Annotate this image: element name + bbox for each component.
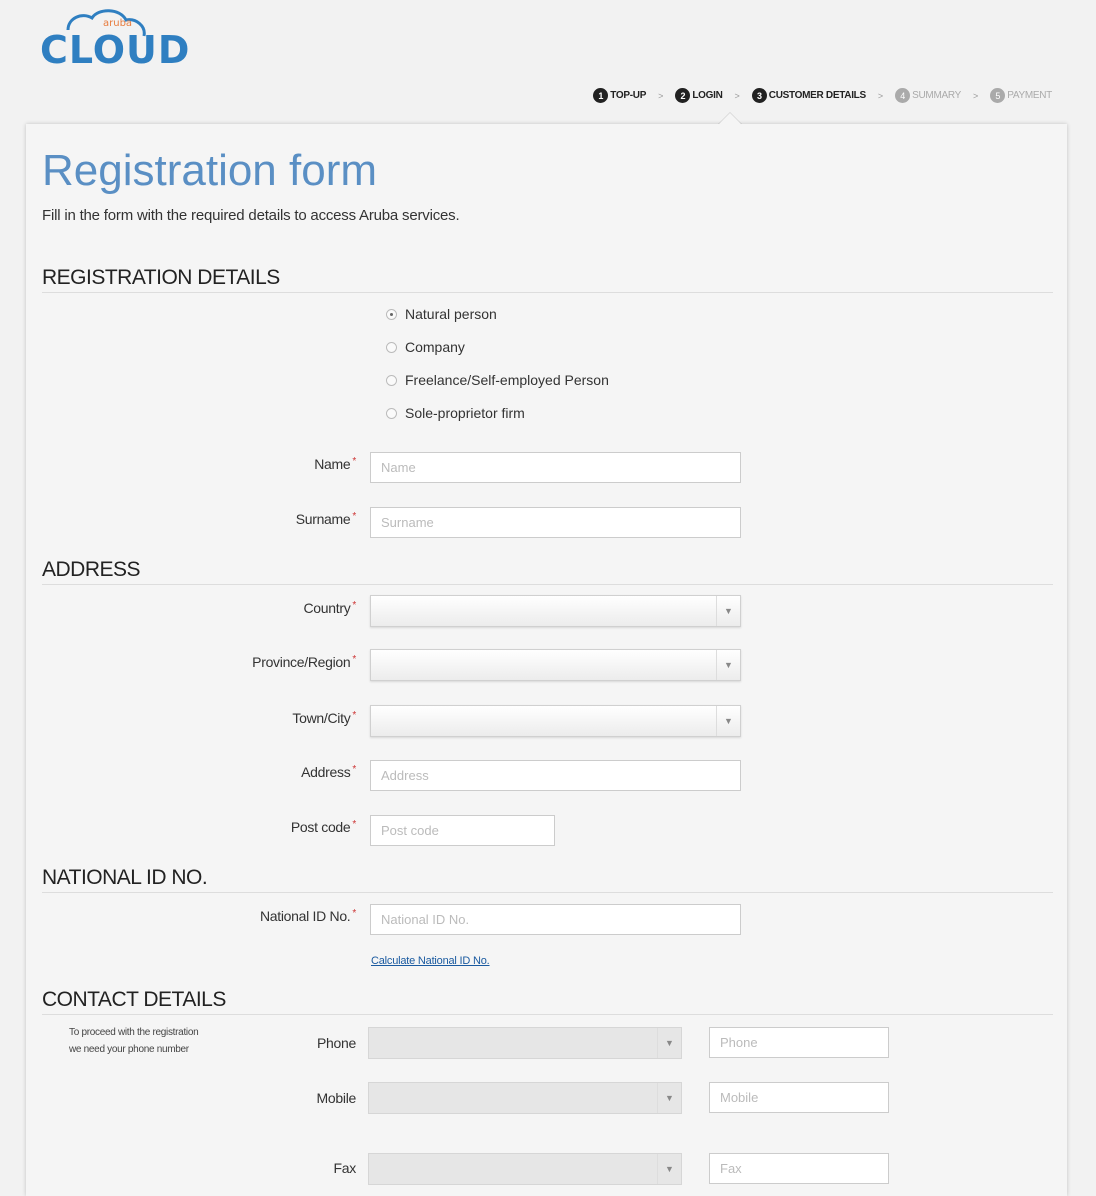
- postcode-label: [291, 819, 356, 835]
- radio-button[interactable]: [386, 408, 397, 419]
- logo-text: CLOUD: [40, 28, 191, 72]
- chevron-down-icon: ▼: [716, 706, 740, 736]
- chevron-down-icon: ▼: [657, 1154, 681, 1184]
- national-id-label: [260, 908, 356, 924]
- required-mark: *: [352, 764, 356, 775]
- page-subtitle: Fill in the form with the required details to access Aruba services.: [42, 207, 460, 224]
- mobile-prefix-select[interactable]: [368, 1082, 682, 1114]
- step-top-up[interactable]: [593, 88, 646, 103]
- postcode-input[interactable]: [370, 815, 555, 846]
- phone-input[interactable]: [709, 1027, 889, 1058]
- town-label: [292, 710, 356, 726]
- address-label: [301, 764, 356, 780]
- chevron-down-icon: ▼: [716, 596, 740, 626]
- fax-prefix-select[interactable]: [368, 1153, 682, 1185]
- radio-company[interactable]: [386, 339, 465, 355]
- step-label: CUSTOMER DETAILS: [768, 90, 866, 101]
- step-number: 4: [895, 88, 910, 103]
- step-label: TOP-UP: [610, 90, 647, 101]
- name-input[interactable]: [370, 452, 741, 483]
- step-customer-details: [752, 88, 866, 103]
- label-text: Surname: [295, 511, 351, 527]
- radio-label: Sole-proprietor firm: [405, 405, 525, 421]
- active-step-pointer: [718, 113, 742, 125]
- label-text: Name: [314, 456, 351, 472]
- chevron-right-icon: >: [658, 90, 664, 101]
- mobile-input[interactable]: [709, 1082, 889, 1113]
- required-mark: *: [352, 600, 356, 611]
- required-mark: *: [352, 456, 356, 467]
- step-label: SUMMARY: [912, 90, 961, 101]
- step-number: 2: [675, 88, 690, 103]
- radio-natural-person[interactable]: [386, 306, 497, 322]
- required-mark: *: [352, 710, 356, 721]
- required-mark: *: [352, 819, 356, 830]
- chevron-down-icon: ▼: [657, 1028, 681, 1058]
- label-text: Post code: [290, 819, 351, 835]
- radio-label: Natural person: [405, 306, 497, 322]
- step-number: 5: [990, 88, 1005, 103]
- phone-label: Phone: [317, 1035, 356, 1051]
- step-label: LOGIN: [692, 90, 723, 101]
- chevron-right-icon: >: [972, 90, 979, 101]
- radio-button[interactable]: [386, 375, 397, 386]
- page-title: Registration form: [42, 146, 378, 195]
- radio-label: Company: [405, 339, 465, 355]
- mobile-label: Mobile: [316, 1090, 356, 1106]
- step-login[interactable]: [675, 88, 722, 103]
- town-select[interactable]: [370, 705, 741, 737]
- name-label: [314, 456, 356, 472]
- address-input[interactable]: [370, 760, 741, 791]
- label-text: Address: [301, 764, 351, 780]
- logo-brand-small: aruba: [103, 18, 133, 29]
- country-label: [303, 600, 356, 616]
- step-number: 1: [593, 88, 608, 103]
- label-text: Country: [303, 600, 351, 616]
- required-mark: *: [352, 654, 356, 665]
- radio-button[interactable]: [386, 342, 397, 353]
- step-summary: [895, 88, 961, 103]
- radio-freelance[interactable]: [386, 372, 609, 388]
- phone-prefix-select[interactable]: [368, 1027, 682, 1059]
- section-national-id: NATIONAL ID NO.: [42, 866, 1053, 893]
- checkout-steps: [593, 88, 1052, 103]
- required-mark: *: [352, 511, 356, 522]
- step-number: 3: [752, 88, 767, 103]
- chevron-down-icon: ▼: [716, 650, 740, 680]
- surname-label: [296, 511, 356, 527]
- province-label: [252, 654, 356, 670]
- label-text: Town/City: [292, 710, 351, 726]
- label-text: National ID No.: [259, 908, 351, 924]
- chevron-right-icon: >: [734, 90, 740, 101]
- calculate-national-id-link[interactable]: Calculate National ID No.: [371, 955, 490, 967]
- section-registration-details: REGISTRATION DETAILS: [42, 266, 1053, 293]
- contact-note: To proceed with the registration we need your phone number: [69, 1027, 199, 1055]
- radio-sole-proprietor[interactable]: [386, 405, 525, 421]
- label-text: Province/Region: [252, 654, 351, 670]
- fax-label: Fax: [333, 1160, 356, 1176]
- chevron-down-icon: ▼: [657, 1083, 681, 1113]
- section-contact-details: CONTACT DETAILS: [42, 988, 1053, 1015]
- province-select[interactable]: [370, 649, 741, 681]
- step-payment: [990, 88, 1052, 103]
- required-mark: *: [352, 908, 356, 919]
- radio-label: Freelance/Self-employed Person: [405, 372, 609, 388]
- aruba-cloud-logo[interactable]: [40, 8, 191, 72]
- chevron-right-icon: >: [877, 90, 884, 101]
- country-select[interactable]: [370, 595, 741, 627]
- section-address: ADDRESS: [42, 558, 1053, 585]
- step-label: PAYMENT: [1007, 90, 1052, 101]
- radio-button[interactable]: [386, 309, 397, 320]
- surname-input[interactable]: [370, 507, 741, 538]
- national-id-input[interactable]: [370, 904, 741, 935]
- fax-input[interactable]: [709, 1153, 889, 1184]
